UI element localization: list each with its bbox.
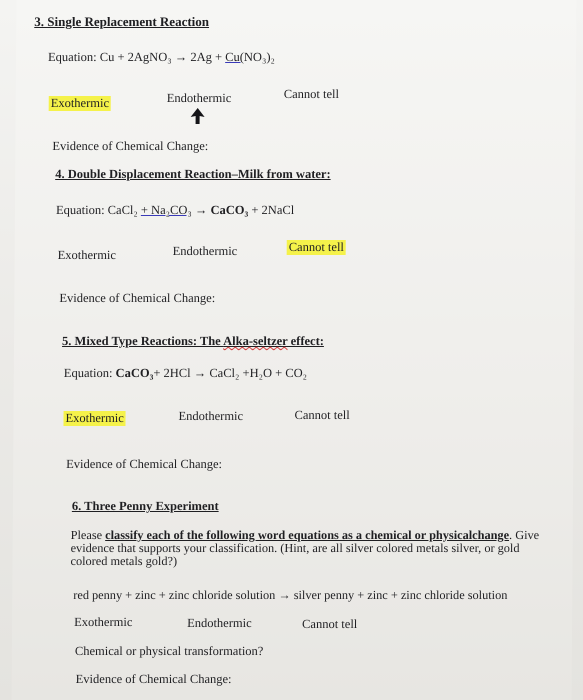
s4-option-cannot-tell[interactable]: Cannot tell — [287, 240, 346, 255]
s6-question: Chemical or physical transformation? — [74, 644, 264, 658]
worksheet-page — [12, 0, 577, 700]
s4-equation-marked: + Na₂CO₃ — [140, 203, 192, 217]
s6-instr-a: Please — [70, 528, 106, 542]
s5-option-cannot-tell[interactable]: Cannot tell — [294, 408, 350, 422]
s5-equation-reactant-bold: CaCO₃ — [115, 366, 154, 380]
s6-instructions — [70, 529, 540, 568]
s5-equation-label: Equation: — [63, 366, 113, 380]
s6-reaction: red penny + zinc + zinc chloride solution → silver penny + zinc + zinc chloride solution — [73, 588, 508, 602]
s5-heading-a: 5. Mixed Type Reactions: The — [62, 334, 224, 348]
s4-equation-part1: CaCl₂ — [107, 203, 138, 217]
s4-equation-label: Equation: — [55, 203, 105, 217]
s3-option-endothermic[interactable]: Endothermic — [166, 91, 232, 105]
s4-equation-product-bold: CaCO₃ — [210, 203, 249, 217]
s6-heading: 6. Three Penny Experiment — [71, 499, 219, 513]
s4-equation-arrow: → — [191, 203, 211, 217]
s5-option-exothermic[interactable]: Exothermic — [63, 411, 125, 426]
s3-equation-lhs: Cu + 2AgNO₃ → 2Ag + — [99, 50, 226, 64]
s3-equation-label: Equation: — [47, 50, 97, 64]
s4-option-exothermic[interactable]: Exothermic — [57, 248, 117, 262]
s3-option-exothermic[interactable]: Exothermic — [49, 96, 111, 111]
s6-instr-e: metals silver, or gold colored metals gold?) — [70, 541, 520, 568]
s6-option-cannot-tell[interactable]: Cannot tell — [302, 617, 358, 631]
s3-option-cannot-tell[interactable]: Cannot tell — [283, 87, 340, 101]
s4-option-endothermic[interactable]: Endothermic — [172, 244, 238, 258]
s5-option-endothermic[interactable]: Endothermic — [178, 409, 244, 423]
s3-evidence-label: Evidence of Chemical Change: — [52, 139, 209, 153]
s5-equation — [64, 366, 307, 381]
cursor-arrow-icon — [191, 108, 205, 124]
s3-equation-tail: NO₃)₂ — [243, 50, 275, 64]
s6-instr-d: . Give evidence that supports your classification. (Hint, are all silver colored — [70, 528, 540, 555]
s6-instr-c: change — [472, 528, 510, 542]
s5-heading — [62, 334, 324, 349]
s4-heading: 4. Double Displacement Reaction–Milk from water: — [55, 167, 331, 181]
s5-heading-c: effect: — [287, 334, 325, 348]
s3-heading: 3. Single Replacement Reaction — [34, 14, 210, 29]
s4-equation — [56, 203, 294, 218]
s4-evidence-label: Evidence of Chemical Change: — [59, 291, 216, 305]
s6-evidence-label: Evidence of Chemical Change: — [75, 672, 232, 686]
s3-equation-marked: Cu( — [225, 50, 244, 64]
s6-option-exothermic[interactable]: Exothermic — [74, 615, 133, 629]
s6-instr-b: classify each of the following word equations as a chemical or physical — [105, 528, 473, 542]
s6-option-endothermic[interactable]: Endothermic — [187, 616, 252, 630]
s5-heading-alka-seltzer: Alka-seltzer — [223, 334, 288, 348]
s5-equation-rest: + 2HCl → CaCl₂ +H₂O + CO₂ — [153, 366, 308, 380]
s5-evidence-label: Evidence of Chemical Change: — [66, 457, 223, 471]
s4-equation-rest: + 2NaCl — [248, 203, 295, 217]
s3-equation — [48, 50, 275, 65]
